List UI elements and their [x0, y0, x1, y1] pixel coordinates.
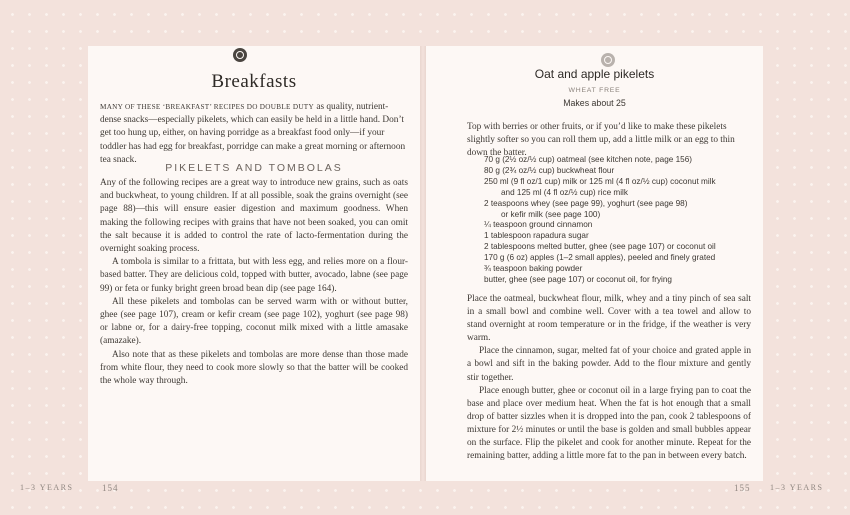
- ingredient-item: and 125 ml (4 fl oz/½ cup) rice milk: [501, 187, 628, 197]
- footer-section-right: 1–3 YEARS: [770, 483, 824, 492]
- body-paragraph: All these pikelets and tombolas can be served warm with or without butter, ghee (see page 107), cream or kefir cream (see page 102), yoghurt (see page 98) or labne or, for a dairy-free topping, coconut milk mixed with a little amasake (amazake).: [100, 296, 408, 347]
- intro-paragraph: [100, 101, 408, 167]
- flower-ornament-icon: [233, 48, 247, 62]
- dietary-tag: WHEAT FREE: [568, 87, 621, 94]
- ingredient-item: 250 ml (9 fl oz/1 cup) milk or 125 ml (4 fl oz/½ cup) coconut milk: [484, 176, 716, 186]
- body-paragraph: A tombola is similar to a frittata, but with less egg, and relies more on a flour-based batter. They are delicious cold, topped with butter, avocado, labne (see page 99) or feta or funky bright green broad bean dip (see page 164).: [100, 257, 408, 294]
- method-paragraph: Place the oatmeal, buckwheat flour, milk, whey and a tiny pinch of sea salt in a small bowl and combine well. Cover with a tea towel and allow to stand overnight at room temperature or in the fridge, if the weather is very warm.: [467, 294, 751, 344]
- ingredient-item: or kefir milk (see page 100): [501, 209, 601, 219]
- page-number-right: 155: [734, 483, 751, 493]
- ingredient-item: ¼ teaspoon ground cinnamon: [484, 220, 593, 230]
- body-paragraph: Any of the following recipes are a great way to introduce new grains, such as oats and buckwheat, to young children. If at all possible, soak the grains overnight (see page 88)—this will ensure easier digestion and maximum goodness. When making the following recipes with grains that have not been soaked, you can omit the salt because it is added to control the rate of lacto-fermentation during the overnight soaking process.: [100, 178, 408, 255]
- book-gutter: [420, 46, 426, 481]
- page-title: Breakfasts: [211, 71, 297, 92]
- method-paragraph: Place the cinnamon, sugar, melted fat of your choice and grated apple in a bowl and sift in the baking powder. Add to the flour mixture and gently stir together.: [467, 346, 751, 383]
- intro-text: as quality, nutrient-dense snacks—especially pikelets, which can easily be held in a little hand. Don’t get too hung up, either, on having porridge as a breakfast food only—if your toddler has had egg for breakfast, porridge can make a great morning or afternoon tea snack.: [100, 102, 406, 165]
- section-heading: PIKELETS AND TOMBOLAS: [165, 162, 343, 174]
- ingredient-item: 2 teaspoons whey (see page 99), yoghurt (see page 98): [484, 198, 688, 208]
- intro-smallcaps: MANY OF THESE ‘BREAKFAST’ RECIPES DO DOUBLE DUTY: [100, 103, 314, 111]
- footer-section-left: 1–3 YEARS: [20, 483, 74, 492]
- ingredient-item: 1 tablespoon rapadura sugar: [484, 231, 589, 241]
- body-paragraph: Also note that as these pikelets and tombolas are more dense than those made from white flour, they need to cook more slowly so that the batter will be cooked the whole way through.: [100, 349, 408, 387]
- ingredient-item: butter, ghee (see page 107) or coconut oil, for frying: [484, 274, 672, 284]
- ingredient-item: 2 tablespoons melted butter, ghee (see page 107) or coconut oil: [484, 242, 716, 252]
- section-body: [100, 177, 408, 388]
- recipe-yield: Makes about 25: [563, 98, 626, 108]
- method-paragraph: Place enough butter, ghee or coconut oil in a large frying pan to coat the base and place over medium heat. When the fat is hot enough that a small drop of batter sizzles when it is dropped into the pan, cook 2 tablespoons of mixture for 2½ minutes or until the base is golden and small bubbles appear on the surface. Flip the pikelet and cook for another minute. Repeat for the remaining batter, adding a little more fat to the pan in between every batch.: [467, 385, 751, 462]
- recipe-title: Oat and apple pikelets: [534, 67, 655, 81]
- ingredient-item: 170 g (6 oz) apples (1–2 small apples), peeled and finely grated: [484, 253, 716, 263]
- flower-ornament-icon: [601, 53, 615, 67]
- recipe-intro: Top with berries or other fruits, or if you’d like to make these pikelets slightly softer so you can roll them up, add a little milk or an egg to thin down the batter.: [467, 122, 735, 159]
- method-steps: [467, 293, 751, 463]
- ingredient-item: ¾ teaspoon baking powder: [484, 264, 583, 274]
- page-number-left: 154: [102, 483, 119, 493]
- ingredient-list: [484, 155, 754, 286]
- ingredient-item: 80 g (2¾ oz/½ cup) buckwheat flour: [484, 165, 615, 175]
- ingredient-item: 70 g (2½ oz/½ cup) oatmeal (see kitchen note, page 156): [484, 155, 693, 164]
